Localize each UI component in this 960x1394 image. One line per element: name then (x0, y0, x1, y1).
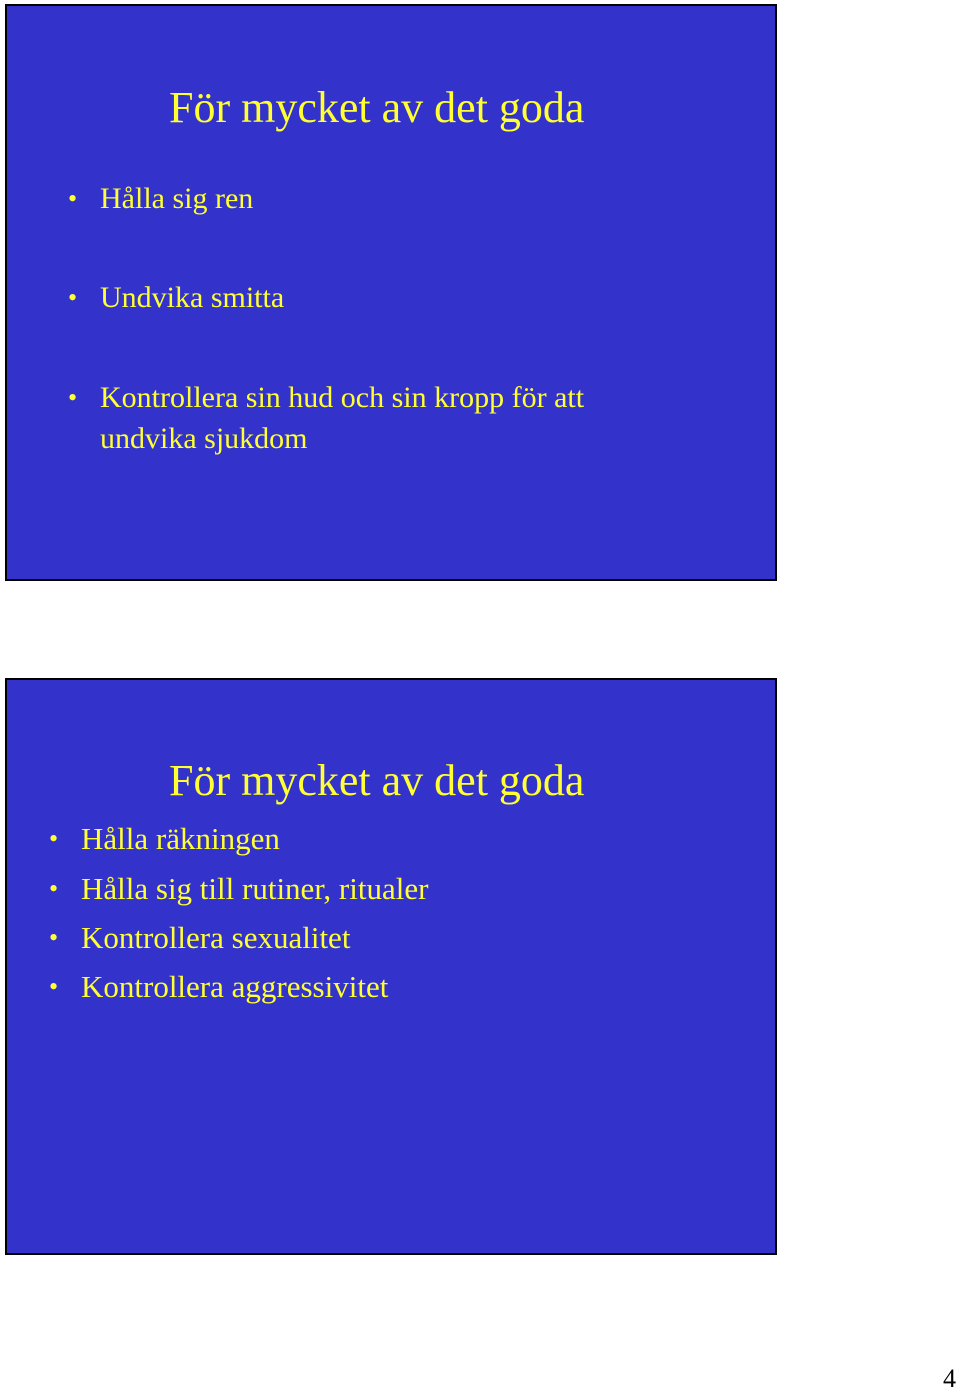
bullet-text: Kontrollera sin hud och sin kropp för att (100, 381, 585, 414)
bullet-text-continuation: undvika sjukdom (100, 422, 308, 455)
bullet-item (68, 178, 254, 219)
bullet-text: Hålla räkningen (81, 821, 280, 856)
bullet-text: Undvika smitta (100, 281, 285, 314)
bullet-text: Hålla sig till rutiner, ritualer (81, 871, 429, 906)
slide-title: För mycket av det goda (169, 83, 585, 132)
slide-2 (5, 678, 777, 1255)
page-number: 4 (943, 1364, 956, 1393)
bullet-text: Hålla sig ren (100, 182, 254, 215)
bullet-text: Kontrollera aggressivitet (81, 969, 389, 1004)
bullet-glyph: • (68, 283, 78, 312)
slide-1 (5, 4, 777, 581)
bullet-glyph: • (49, 923, 59, 952)
bullet-glyph: • (68, 184, 78, 213)
bullet-glyph: • (49, 874, 59, 903)
bullet-glyph: • (49, 824, 59, 853)
bullet-item (68, 277, 285, 318)
bullet-text: Kontrollera sexualitet (81, 920, 351, 955)
slide-title: För mycket av det goda (169, 756, 585, 805)
bullet-item (49, 917, 351, 959)
bullet-glyph: • (49, 972, 59, 1001)
bullet-item (68, 377, 585, 459)
bullet-item (49, 818, 280, 860)
bullet-item (49, 868, 429, 910)
bullet-glyph: • (68, 383, 78, 412)
bullet-item (49, 966, 389, 1008)
